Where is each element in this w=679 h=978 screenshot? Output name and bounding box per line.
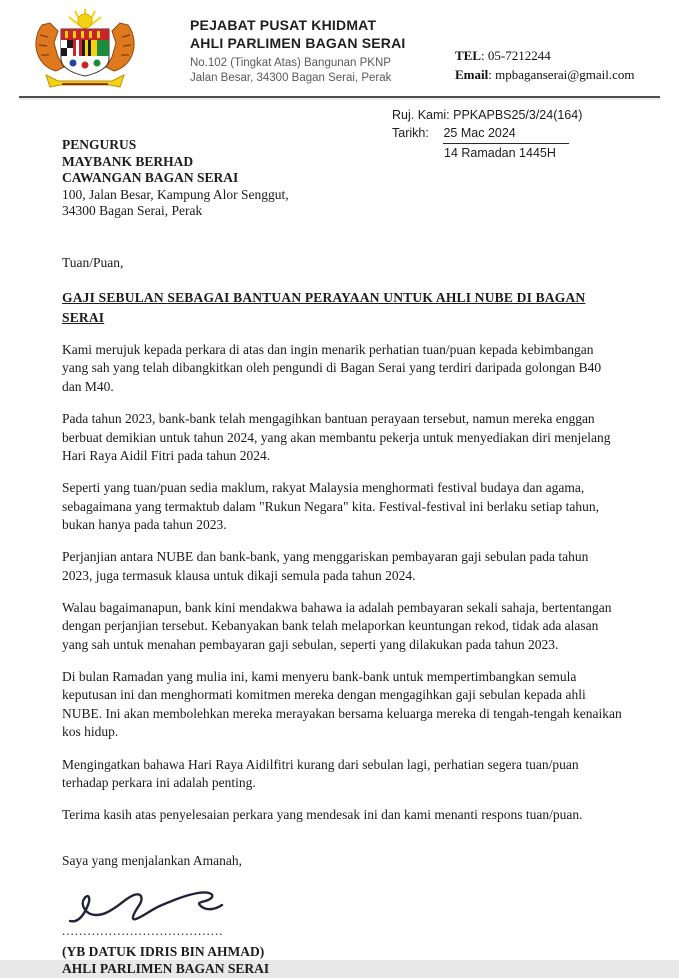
paragraph-5: Walau bagaimanapun, bank kini mendakwa bahawa ia adalah pembayaran sekali sahaja, bertentangan dengan perjanjian tersebut. Kebanyakan bank telah melaporkan keuntungan rekod, tidak ada alasan yang sah untuk menahan pembayaran gaji sebulan, seperti yang dilakukan pada tahun 2023. bbox=[62, 600, 612, 652]
recipient-line: 100, Jalan Besar, Kampung Alor Senggut, bbox=[62, 186, 289, 202]
org-name-line1: PEJABAT PUSAT KHIDMAT bbox=[190, 17, 377, 33]
paragraph-2: Pada tahun 2023, bank-bank telah mengagihkan bantuan perayaan tersebut, namun mereka enggan berbuat demikian untuk tahun 2024, yang akan membantu pekerja untuk menyediakan diri menjelang Hari Raya Aidil Fitri pada tahun 2024. bbox=[62, 411, 611, 463]
email-label: Email bbox=[455, 66, 489, 82]
header-divider bbox=[19, 96, 660, 98]
salutation: Tuan/Puan, bbox=[62, 254, 124, 270]
date-value: 25 Mac 2024 bbox=[443, 124, 569, 144]
signature-dotted-line: ...................................... bbox=[62, 922, 224, 938]
signatory-name: (YB DATUK IDRIS BIN AHMAD) bbox=[62, 943, 265, 959]
letter-body bbox=[62, 137, 622, 978]
tel-label: TEL bbox=[455, 48, 482, 63]
paragraph-7: Mengingatkan bahawa Hari Raya Aidilfitri kurang dari sebulan lagi, perhatian segera tuan/puan terhadap perkara ini adalah penting. bbox=[62, 756, 579, 790]
email-line bbox=[455, 66, 635, 85]
date-label: Tarikh: bbox=[392, 126, 429, 141]
signatory-title: AHLI PARLIMEN BAGAN SERAI bbox=[62, 961, 270, 977]
paragraph-3: Seperti yang tuan/puan sedia maklum, rakyat Malaysia menghormati festival budaya dan agama, sebagaimana yang termaktub dalam "Rukun Negara" kita. Festival-festival ini berlaku setiap tahun, bukan hanya pada tahun 2023. bbox=[62, 480, 599, 532]
closing-line: Saya yang menjalankan Amanah, bbox=[62, 852, 242, 868]
recipient-line: CAWANGAN BAGAN SERAI bbox=[62, 170, 239, 186]
ref-value: PPKAPBS25/3/24(164) bbox=[449, 108, 583, 122]
recipient-line: 34300 Bagan Serai, Perak bbox=[62, 203, 203, 219]
signature-area bbox=[62, 879, 622, 941]
paragraph-1: Kami merujuk kepada perkara di atas dan ingin menarik perhatian tuan/puan kepada kebimbangan yang sah yang telah dibangkitkan oleh pengundi di Bagan Serai yang terdiri daripada golongan B40 dan M40. bbox=[62, 342, 602, 394]
org-address-line1: No.102 (Tingkat Atas) Bangunan PKNP bbox=[190, 57, 391, 69]
paragraph-8: Terima kasih atas penyelesaian perkara yang mendesak ini dan kami menanti respons tuan/puan. bbox=[62, 807, 583, 823]
recipient-address bbox=[62, 137, 622, 220]
contact-block bbox=[455, 47, 635, 85]
paragraph-4: Perjanjian antara NUBE dan bank-bank, yang menggariskan pembayaran gaji sebulan pada tahun 2023, juga termasuk klausa untuk dikaji semula pada tahun 2024. bbox=[62, 549, 589, 583]
hijri-date: 14 Ramadan 1445H bbox=[444, 146, 556, 161]
recipient-line: PENGURUS bbox=[62, 137, 137, 152]
email-value: : mpbaganserai@gmail.com bbox=[488, 66, 635, 82]
subject-line: GAJI SEBULAN SEBAGAI BANTUAN PERAYAAN UNTUK AHLI NUBE DI BAGAN SERAI bbox=[62, 289, 586, 325]
org-block bbox=[190, 17, 406, 86]
tel-line bbox=[455, 47, 635, 66]
org-name-line2: AHLI PARLIMEN BAGAN SERAI bbox=[190, 34, 406, 51]
tel-value: : 05-7212244 bbox=[481, 48, 551, 63]
org-address-line2: Jalan Besar, 34300 Bagan Serai, Perak bbox=[190, 71, 392, 84]
letterhead bbox=[0, 0, 679, 97]
reference-number-row bbox=[392, 106, 582, 124]
recipient-line: MAYBANK BERHAD bbox=[62, 153, 194, 169]
malaysia-coat-of-arms-logo bbox=[28, 7, 142, 95]
ref-label: Ruj. Kami: bbox=[392, 108, 450, 122]
signatory-block bbox=[62, 943, 622, 978]
coat-of-arms-icon bbox=[28, 7, 142, 95]
paragraph-6: Di bulan Ramadan yang mulia ini, kami menyeru bank-bank untuk mempertimbangkan semula keputusan ini dan menghormati komitmen mereka dengan mengagihkan gaji sebulan kepada ahli NUBE. Ini akan membolehkan mereka merayakan bersama keluarga mereka di tengah-tengah kenaikan kos hidup. bbox=[62, 669, 622, 740]
